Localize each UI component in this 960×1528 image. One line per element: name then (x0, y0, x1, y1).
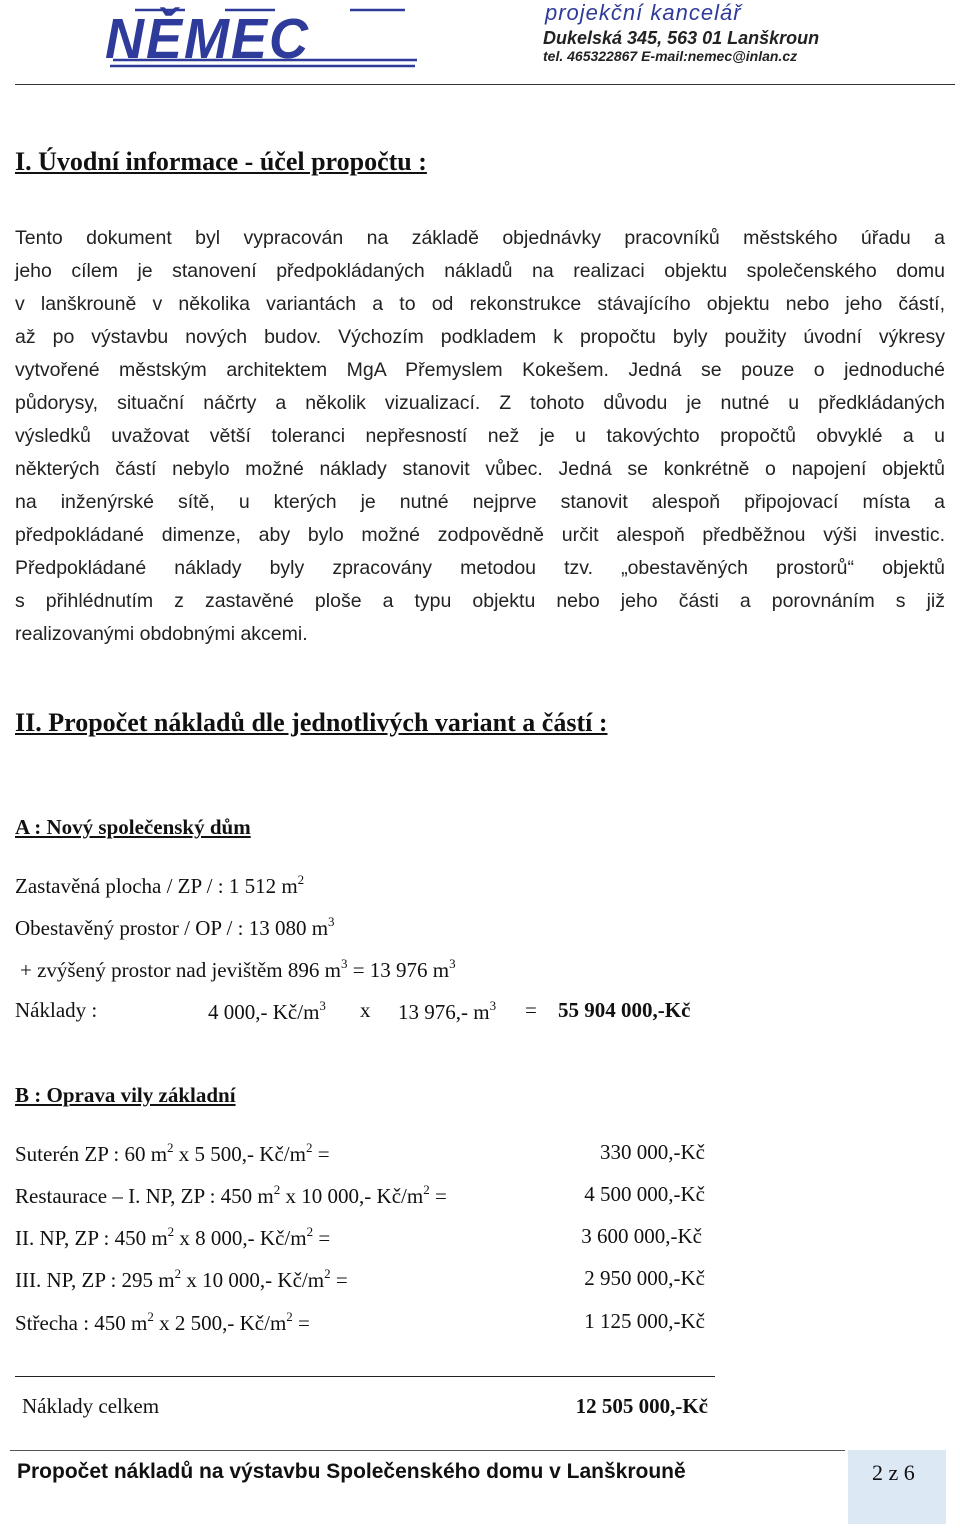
total-label: Náklady celkem (22, 1394, 160, 1418)
row-description: III. NP, ZP : 295 $m^2$ x 10 000,- $Kč/m^2$ = (15, 1266, 348, 1292)
table-row (15, 1140, 735, 1170)
paragraph-line: realizovanými obdobnými akcemi. (15, 623, 308, 645)
part-a-heading: A : Nový společenský dům (15, 815, 251, 839)
section-2-heading: II. Propočet nákladů dle jednotlivých variant a částí : (15, 708, 608, 737)
total-amount: 12 505 000,-Kč (575, 1394, 708, 1418)
unit-exponent: 3 (328, 914, 335, 929)
company-logo (105, 0, 435, 70)
built-area-label: Zastavěná plocha / ZP / : 1 512 m (15, 874, 298, 898)
cost-label: Náklady : (15, 998, 98, 1022)
row-amount: 330 000,-Kč (600, 1140, 705, 1164)
paragraph-line: předpokládané dimenze, aby bylo možné zodpovědně určit alespoň předběžnou výši investic. (15, 524, 945, 546)
office-address: Dukelská 345, 563 01 Lanškroun (543, 28, 820, 48)
cost-row (15, 998, 735, 1028)
total-row (15, 1394, 735, 1424)
row-description: Suterén ZP : 60 $m^2$ x 5 500,- $Kč/m^2$ = (15, 1140, 330, 1166)
row-description: Střecha : 450 $m^2$ x 2 500,- $Kč/m^2$ = (15, 1309, 310, 1335)
office-name: projekční kancelář (545, 0, 742, 25)
extra-volume-label: + zvýšený prostor nad jevištěm 896 m (20, 958, 341, 982)
table-row (15, 1224, 735, 1254)
paragraph-line: Tento dokument byl vypracován na základě objednávky pracovníků městského úřadu a (15, 227, 945, 249)
table-row (15, 1182, 735, 1212)
paragraph-line: některých částí nebylo možné náklady stanovit vůbec. Jedná se konkrétně o napojení objektů (15, 458, 945, 480)
section-1-heading: I. Úvodní informace - účel propočtu : (15, 147, 427, 176)
unit-exponent: 3 (449, 956, 456, 971)
cost-equals: = (525, 998, 537, 1022)
total-divider (15, 1376, 715, 1377)
office-contact: tel. 465322867 E-mail:nemec@inlan.cz (543, 48, 798, 64)
cost-multiply: x (360, 998, 371, 1022)
table-row (15, 1309, 735, 1339)
paragraph-line: až po výstavbu nových budov. Výchozím podkladem k propočtu byly použity úvodní výkresy (15, 326, 945, 348)
paragraph-line: vytvořené městským architektem MgA Přemyslem Kokešem. Jedná se pouze o jednoduché (15, 359, 945, 381)
unit-exponent: 2 (297, 872, 305, 887)
paragraph-line: na inženýrské sítě, u kterých je nutné nejprve stanovit alespoň připojovací místa a (15, 491, 945, 513)
part-b-heading: B : Oprava vily základní (15, 1083, 236, 1107)
paragraph-line: s přihlédnutím z zastavěné ploše a typu objektu nebo jeho části a porovnáním s již (15, 590, 945, 612)
built-volume-row (15, 914, 335, 941)
header-divider (15, 84, 955, 85)
built-area-row (15, 872, 304, 899)
row-amount: 2 950 000,-Kč (584, 1266, 705, 1290)
footer-title: Propočet nákladů na výstavbu Společenského domu v Lanškrouně (17, 1460, 686, 1483)
logo-wordmark: NĚMEC (105, 7, 311, 71)
built-volume-label: Obestavěný prostor / OP / : 13 080 m (15, 916, 329, 940)
row-description: Restaurace – I. NP, ZP : 450 $m^2$ x 10 000,- $Kč/m^2$ = (15, 1182, 447, 1208)
row-description: II. NP, ZP : 450 $m^2$ x 8 000,- $Kč/m^2$ = (15, 1224, 331, 1250)
cost-quantity: 13 976,- $m^3$ (398, 998, 497, 1024)
footer-divider (10, 1450, 845, 1451)
paragraph-line: výsledků uvažovat větší toleranci nepřesností než je u takovýchto propočtů obvyklé a u (15, 425, 945, 447)
extra-volume-row (20, 956, 456, 983)
cost-total: 55 904 000,-Kč (558, 998, 691, 1022)
extra-volume-total: = 13 976 m (347, 958, 450, 982)
intro-paragraph (15, 222, 945, 662)
row-amount: 1 125 000,-Kč (584, 1309, 705, 1333)
unit-exponent: 3 (340, 956, 348, 971)
page-number: 2 z 6 (872, 1460, 915, 1485)
paragraph-line: jeho cílem je stanovení předpokládaných nákladů na realizaci objektu společenského domu (15, 260, 945, 282)
paragraph-line: půdorysy, situační náčrty a několik vizualizací. Z tohoto důvodu je nutné u předkládaných (15, 392, 945, 414)
table-row (15, 1266, 735, 1296)
row-amount: 4 500 000,-Kč (584, 1182, 705, 1206)
paragraph-line: v lanškrouně v několika variantách a to od rekonstrukce stávajícího objektu nebo jeho částí, (15, 293, 945, 315)
row-amount: 3 600 000,-Kč (581, 1224, 702, 1248)
paragraph-line: Předpokládané náklady byly zpracovány metodou tzv. „obestavěných prostorů“ objektů (15, 557, 945, 579)
cost-rate: 4 000,- $Kč/m^3$ (208, 998, 326, 1024)
